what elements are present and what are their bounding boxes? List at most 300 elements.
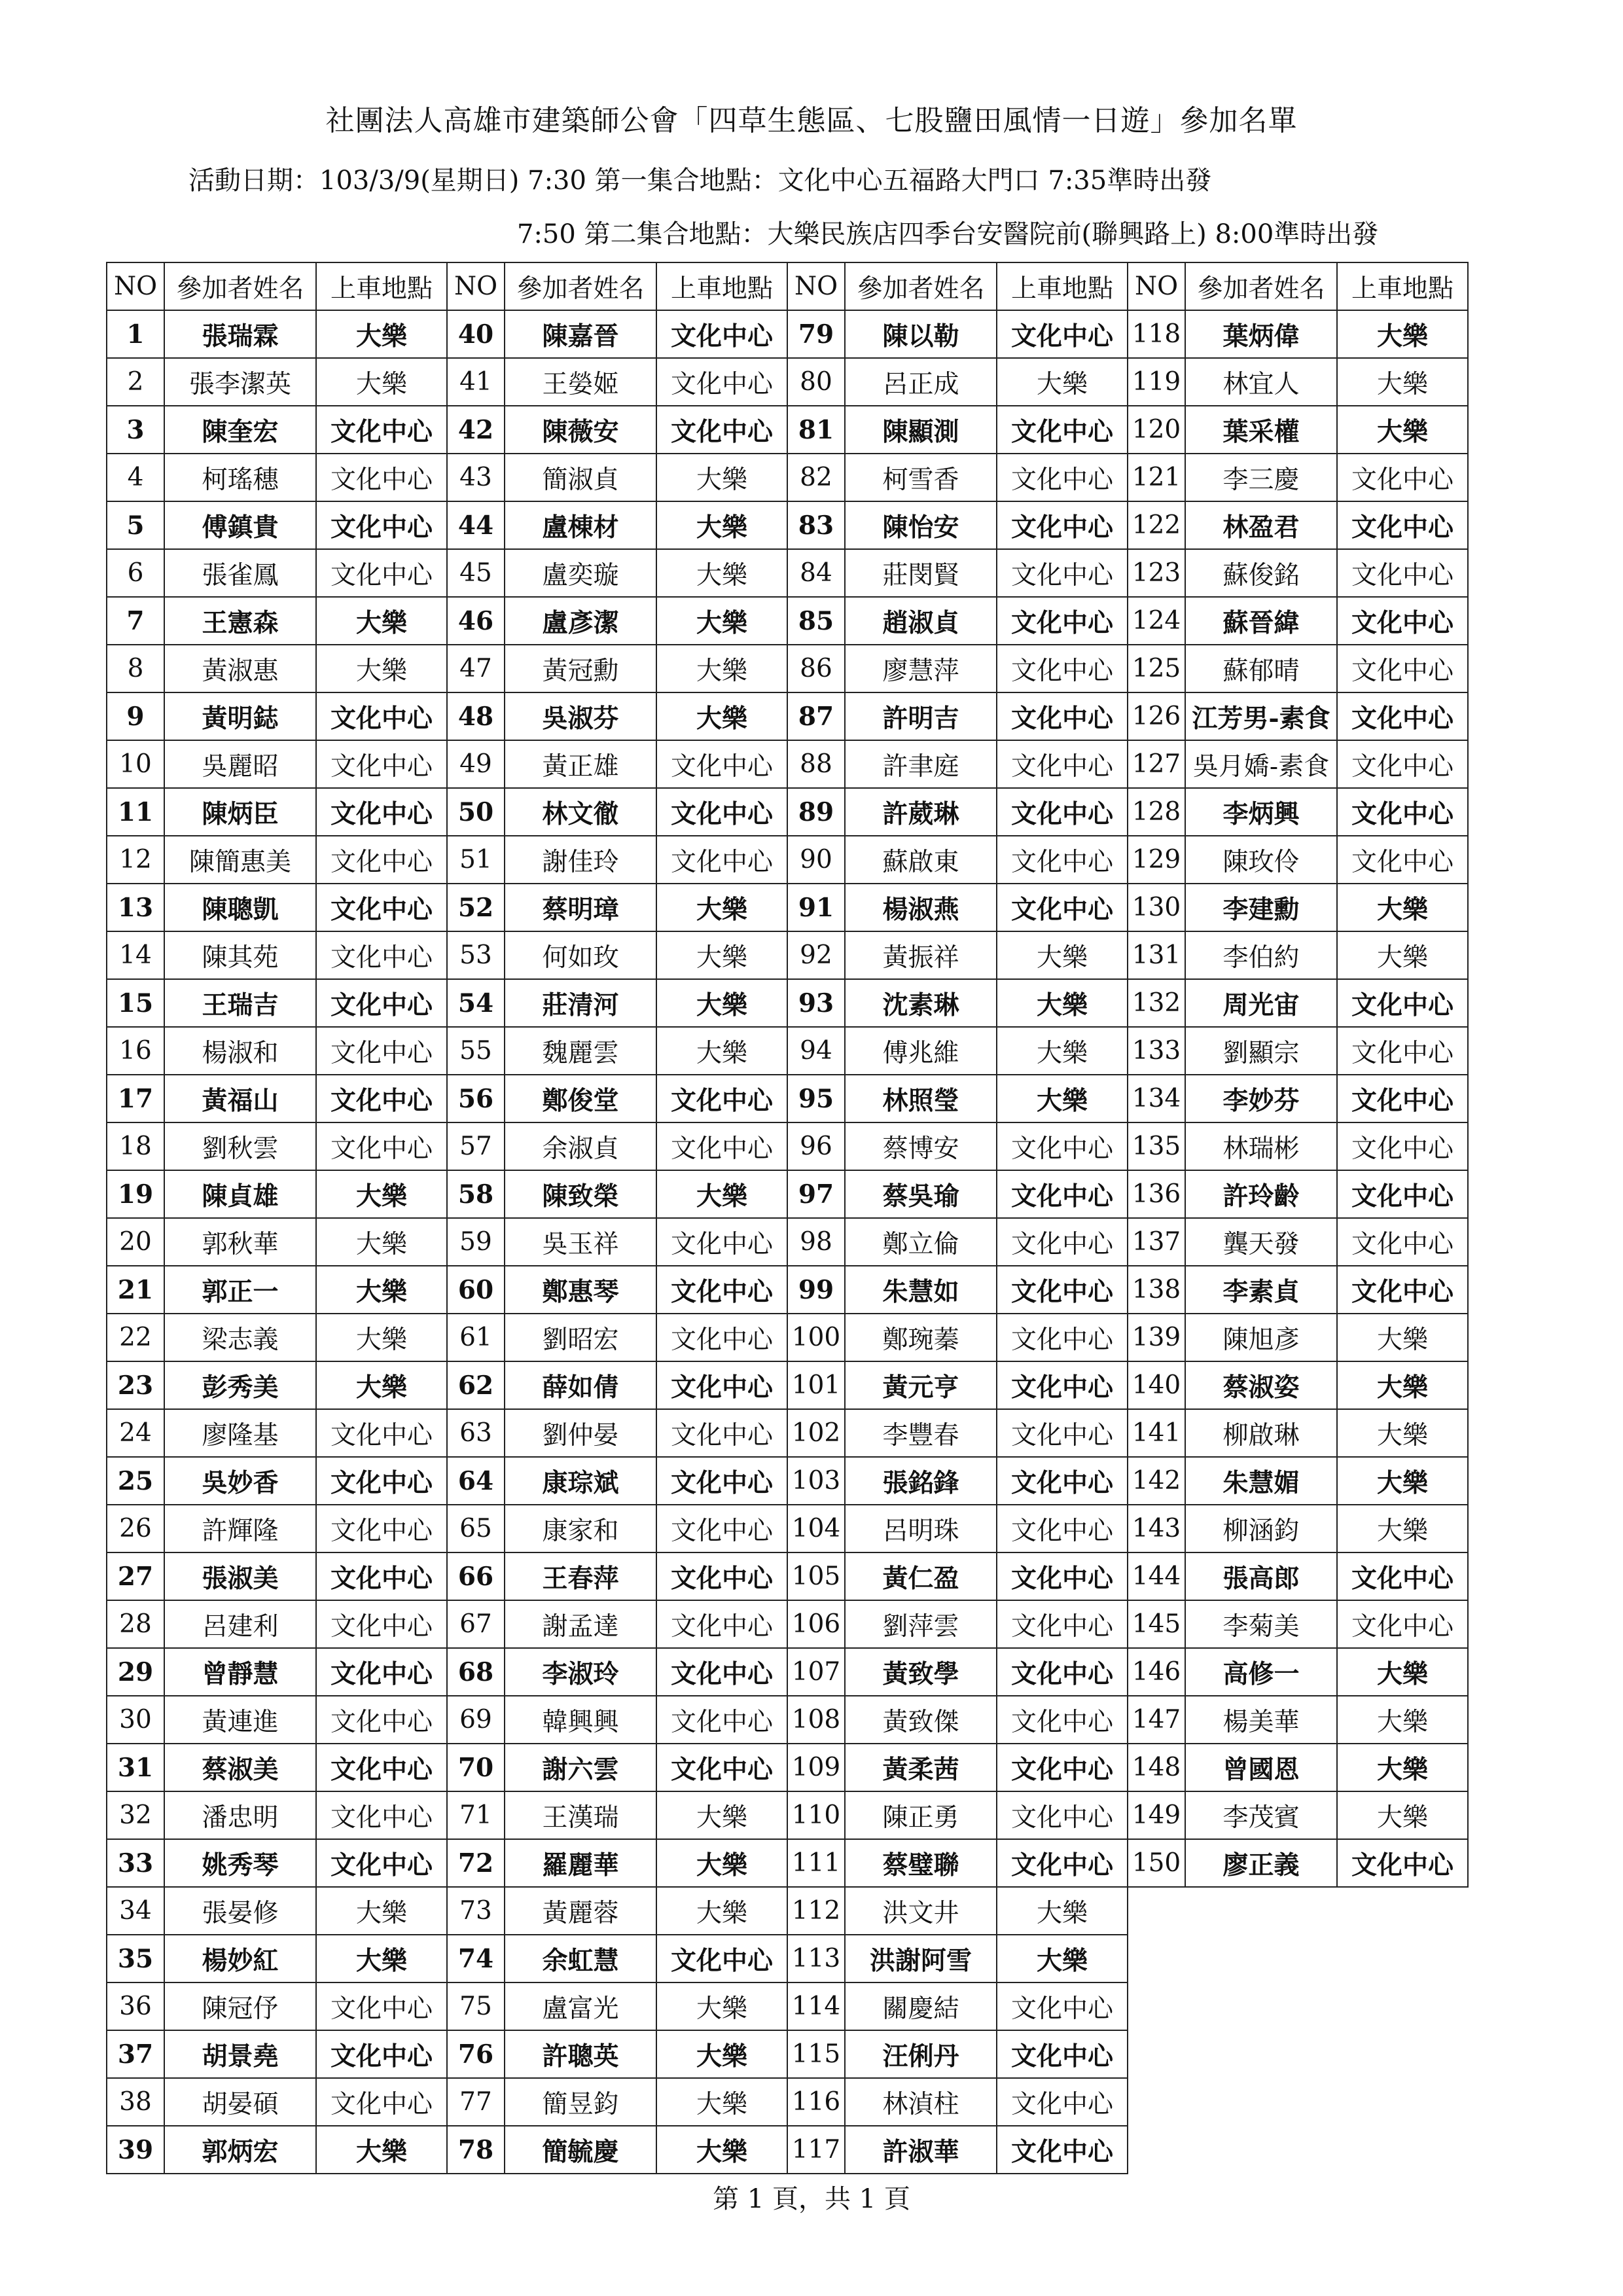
boarding-location: 大樂 [656, 2078, 787, 2126]
participant-no: 79 [787, 310, 845, 358]
participant-name: 余虹慧 [505, 1935, 656, 1982]
participant-name: 蘇啟東 [845, 836, 997, 884]
table-header-row [107, 262, 1468, 310]
boarding-location: 文化中心 [656, 1935, 787, 1982]
boarding-location: 文化中心 [316, 740, 447, 788]
boarding-location: 大樂 [1337, 1457, 1468, 1505]
boarding-location: 大樂 [997, 1027, 1128, 1075]
boarding-location: 大樂 [656, 549, 787, 597]
participant-no: 90 [787, 836, 845, 884]
boarding-location: 文化中心 [656, 1457, 787, 1505]
boarding-location: 文化中心 [656, 1314, 787, 1361]
participant-no: 100 [787, 1314, 845, 1361]
boarding-location: 大樂 [997, 931, 1128, 979]
boarding-location: 文化中心 [316, 1648, 447, 1696]
participant-name: 許明吉 [845, 692, 997, 740]
boarding-location: 文化中心 [316, 836, 447, 884]
boarding-location: 文化中心 [1337, 979, 1468, 1027]
participant-name: 胡景堯 [164, 2030, 316, 2078]
boarding-location: 大樂 [316, 1266, 447, 1314]
header-name: 參加者姓名 [505, 262, 656, 310]
participant-name: 陳以勒 [845, 310, 997, 358]
participant-no: 39 [107, 2126, 164, 2174]
participant-no: 17 [107, 1075, 164, 1122]
participant-no: 121 [1128, 454, 1185, 501]
table-row [107, 2126, 1468, 2174]
boarding-location: 文化中心 [997, 501, 1128, 549]
table-row [107, 1600, 1468, 1648]
participant-name: 蘇晉緯 [1185, 597, 1337, 645]
boarding-location: 大樂 [656, 2030, 787, 2078]
table-row [107, 549, 1468, 597]
header-name: 參加者姓名 [845, 262, 997, 310]
boarding-location: 文化中心 [1337, 1839, 1468, 1887]
boarding-location: 文化中心 [316, 692, 447, 740]
participant-name: 吳玉祥 [505, 1218, 656, 1266]
boarding-location: 文化中心 [1337, 454, 1468, 501]
empty-cell [1128, 2126, 1185, 2174]
header-name: 參加者姓名 [164, 262, 316, 310]
participant-name: 李炳興 [1185, 788, 1337, 836]
participant-no: 117 [787, 2126, 845, 2174]
participant-name: 盧奕璇 [505, 549, 656, 597]
boarding-location: 文化中心 [997, 310, 1128, 358]
participant-no: 12 [107, 836, 164, 884]
table-row [107, 645, 1468, 692]
boarding-location: 大樂 [997, 1887, 1128, 1935]
table-row [107, 454, 1468, 501]
participant-no: 144 [1128, 1552, 1185, 1600]
boarding-location: 大樂 [656, 931, 787, 979]
participant-no: 10 [107, 740, 164, 788]
participant-name: 關慶結 [845, 1982, 997, 2030]
table-row [107, 931, 1468, 979]
participant-name: 張李潔英 [164, 358, 316, 406]
participant-name: 吳麗昭 [164, 740, 316, 788]
participant-name: 薛如倩 [505, 1361, 656, 1409]
participant-name: 張晏修 [164, 1887, 316, 1935]
participant-name: 陳奎宏 [164, 406, 316, 454]
table-row [107, 597, 1468, 645]
boarding-location: 文化中心 [656, 1218, 787, 1266]
table-row [107, 1839, 1468, 1887]
participant-name: 廖慧萍 [845, 645, 997, 692]
participant-no: 61 [447, 1314, 505, 1361]
boarding-location: 大樂 [316, 1170, 447, 1218]
participant-name: 許輝隆 [164, 1505, 316, 1552]
participant-name: 張銘鋒 [845, 1457, 997, 1505]
boarding-location: 文化中心 [997, 1648, 1128, 1696]
participant-name: 黃致傑 [845, 1696, 997, 1744]
participant-no: 65 [447, 1505, 505, 1552]
header-no: NO [1128, 262, 1185, 310]
participant-name: 李建勳 [1185, 884, 1337, 931]
table-row [107, 1122, 1468, 1170]
boarding-location: 大樂 [316, 1887, 447, 1935]
participant-name: 盧彥潔 [505, 597, 656, 645]
boarding-location: 大樂 [316, 1218, 447, 1266]
participant-no: 118 [1128, 310, 1185, 358]
table-row [107, 1935, 1468, 1982]
boarding-location: 文化中心 [1337, 1027, 1468, 1075]
participant-no: 102 [787, 1409, 845, 1457]
participant-name: 梁志義 [164, 1314, 316, 1361]
participant-name: 陳炳臣 [164, 788, 316, 836]
participant-name: 陳顯測 [845, 406, 997, 454]
participant-name: 王春萍 [505, 1552, 656, 1600]
participant-name: 蔡淑姿 [1185, 1361, 1337, 1409]
participant-no: 98 [787, 1218, 845, 1266]
participant-no: 69 [447, 1696, 505, 1744]
boarding-location: 大樂 [1337, 310, 1468, 358]
participant-no: 24 [107, 1409, 164, 1457]
participant-no: 141 [1128, 1409, 1185, 1457]
boarding-location: 大樂 [1337, 1648, 1468, 1696]
participant-name: 洪謝阿雪 [845, 1935, 997, 1982]
participant-name: 鄭立倫 [845, 1218, 997, 1266]
boarding-location: 文化中心 [316, 1600, 447, 1648]
participant-name: 許玲齡 [1185, 1170, 1337, 1218]
header-no: NO [107, 262, 164, 310]
participant-no: 137 [1128, 1218, 1185, 1266]
participant-name: 李豐春 [845, 1409, 997, 1457]
table-row [107, 501, 1468, 549]
participant-no: 83 [787, 501, 845, 549]
participant-no: 70 [447, 1744, 505, 1791]
participant-name: 李妙芬 [1185, 1075, 1337, 1122]
participant-name: 蔡吳瑜 [845, 1170, 997, 1218]
participant-no: 122 [1128, 501, 1185, 549]
boarding-location: 文化中心 [997, 884, 1128, 931]
empty-cell [1337, 2078, 1468, 2126]
boarding-location: 大樂 [656, 884, 787, 931]
boarding-location: 大樂 [656, 645, 787, 692]
participant-no: 14 [107, 931, 164, 979]
participant-name: 王瑞吉 [164, 979, 316, 1027]
participant-no: 149 [1128, 1791, 1185, 1839]
participant-name: 簡淑貞 [505, 454, 656, 501]
table-row [107, 406, 1468, 454]
empty-cell [1185, 1935, 1337, 1982]
participant-no: 85 [787, 597, 845, 645]
participant-name: 陳聰凱 [164, 884, 316, 931]
participant-name: 高修一 [1185, 1648, 1337, 1696]
participant-name: 謝佳玲 [505, 836, 656, 884]
participant-table [106, 262, 1469, 2174]
boarding-location: 大樂 [316, 1935, 447, 1982]
table-row [107, 1218, 1468, 1266]
participant-name: 柯瑤穗 [164, 454, 316, 501]
participant-name: 陳簡惠美 [164, 836, 316, 884]
participant-no: 109 [787, 1744, 845, 1791]
participant-name: 劉顯宗 [1185, 1027, 1337, 1075]
participant-name: 陳怡安 [845, 501, 997, 549]
participant-no: 150 [1128, 1839, 1185, 1887]
participant-name: 洪文井 [845, 1887, 997, 1935]
participant-no: 99 [787, 1266, 845, 1314]
table-row [107, 1409, 1468, 1457]
boarding-location: 文化中心 [997, 1600, 1128, 1648]
participant-no: 48 [447, 692, 505, 740]
participant-no: 63 [447, 1409, 505, 1457]
participant-name: 李三慶 [1185, 454, 1337, 501]
participant-no: 5 [107, 501, 164, 549]
participant-name: 莊清河 [505, 979, 656, 1027]
empty-cell [1337, 2126, 1468, 2174]
participant-name: 黃振祥 [845, 931, 997, 979]
participant-no: 46 [447, 597, 505, 645]
table-row [107, 1266, 1468, 1314]
page-title: 社團法人高雄市建築師公會「四草生態區、七股鹽田風情一日遊」參加名單 [325, 104, 1298, 137]
empty-cell [1128, 2078, 1185, 2126]
participant-no: 53 [447, 931, 505, 979]
participant-no: 89 [787, 788, 845, 836]
participant-no: 45 [447, 549, 505, 597]
participant-name: 張高郎 [1185, 1552, 1337, 1600]
participant-name: 許聿庭 [845, 740, 997, 788]
participant-no: 64 [447, 1457, 505, 1505]
boarding-location: 文化中心 [997, 1791, 1128, 1839]
boarding-location: 文化中心 [1337, 836, 1468, 884]
participant-name: 姚秀琴 [164, 1839, 316, 1887]
participant-no: 42 [447, 406, 505, 454]
boarding-location: 文化中心 [656, 836, 787, 884]
participant-no: 47 [447, 645, 505, 692]
boarding-location: 大樂 [656, 1791, 787, 1839]
boarding-location: 大樂 [316, 1361, 447, 1409]
participant-name: 陳薇安 [505, 406, 656, 454]
participant-no: 75 [447, 1982, 505, 2030]
boarding-location: 文化中心 [656, 1696, 787, 1744]
empty-cell [1185, 1982, 1337, 2030]
boarding-location: 文化中心 [1337, 549, 1468, 597]
participant-no: 32 [107, 1791, 164, 1839]
participant-no: 146 [1128, 1648, 1185, 1696]
boarding-location: 文化中心 [656, 406, 787, 454]
participant-no: 123 [1128, 549, 1185, 597]
boarding-location: 文化中心 [997, 1982, 1128, 2030]
participant-no: 41 [447, 358, 505, 406]
participant-no: 126 [1128, 692, 1185, 740]
participant-name: 張雀鳳 [164, 549, 316, 597]
participant-name: 蔡淑美 [164, 1744, 316, 1791]
participant-no: 9 [107, 692, 164, 740]
participant-name: 黃正雄 [505, 740, 656, 788]
participant-no: 38 [107, 2078, 164, 2126]
boarding-location: 大樂 [656, 2126, 787, 2174]
participant-no: 110 [787, 1791, 845, 1839]
boarding-location: 文化中心 [656, 1075, 787, 1122]
boarding-location: 文化中心 [656, 1122, 787, 1170]
participant-no: 33 [107, 1839, 164, 1887]
participant-name: 王嫈姬 [505, 358, 656, 406]
participant-no: 93 [787, 979, 845, 1027]
participant-name: 郭正一 [164, 1266, 316, 1314]
table-row [107, 1457, 1468, 1505]
boarding-location: 文化中心 [316, 1075, 447, 1122]
participant-no: 77 [447, 2078, 505, 2126]
empty-cell [1185, 1887, 1337, 1935]
header-no: NO [787, 262, 845, 310]
participant-name: 黃明鋕 [164, 692, 316, 740]
boarding-location: 文化中心 [997, 836, 1128, 884]
header-name: 參加者姓名 [1185, 262, 1337, 310]
empty-cell [1128, 1887, 1185, 1935]
table-row [107, 1027, 1468, 1075]
table-row [107, 1696, 1468, 1744]
participant-no: 130 [1128, 884, 1185, 931]
participant-name: 陳玫伶 [1185, 836, 1337, 884]
boarding-location: 大樂 [656, 1887, 787, 1935]
boarding-location: 文化中心 [656, 1648, 787, 1696]
participant-no: 27 [107, 1552, 164, 1600]
participant-no: 20 [107, 1218, 164, 1266]
boarding-location: 大樂 [1337, 884, 1468, 931]
boarding-location: 文化中心 [316, 1505, 447, 1552]
participant-name: 楊淑和 [164, 1027, 316, 1075]
boarding-location: 文化中心 [316, 1457, 447, 1505]
participant-no: 67 [447, 1600, 505, 1648]
participant-name: 盧棟材 [505, 501, 656, 549]
participant-name: 鄭惠琴 [505, 1266, 656, 1314]
boarding-location: 文化中心 [316, 884, 447, 931]
boarding-location: 大樂 [656, 1982, 787, 2030]
participant-name: 陳嘉晉 [505, 310, 656, 358]
participant-no: 134 [1128, 1075, 1185, 1122]
participant-name: 趙淑貞 [845, 597, 997, 645]
boarding-location: 文化中心 [997, 645, 1128, 692]
participant-no: 139 [1128, 1314, 1185, 1361]
participant-name: 劉昭宏 [505, 1314, 656, 1361]
participant-name: 劉秋雲 [164, 1122, 316, 1170]
participant-no: 43 [447, 454, 505, 501]
participant-no: 97 [787, 1170, 845, 1218]
table-row [107, 1648, 1468, 1696]
participant-name: 沈素琳 [845, 979, 997, 1027]
boarding-location: 文化中心 [1337, 1075, 1468, 1122]
table-row [107, 1982, 1468, 2030]
participant-no: 108 [787, 1696, 845, 1744]
participant-no: 113 [787, 1935, 845, 1982]
participant-no: 81 [787, 406, 845, 454]
boarding-location: 文化中心 [316, 1982, 447, 2030]
table-row [107, 1170, 1468, 1218]
boarding-location: 文化中心 [656, 358, 787, 406]
participant-no: 73 [447, 1887, 505, 1935]
participant-no: 92 [787, 931, 845, 979]
participant-no: 111 [787, 1839, 845, 1887]
boarding-location: 文化中心 [656, 788, 787, 836]
participant-name: 王憲森 [164, 597, 316, 645]
header-location: 上車地點 [656, 262, 787, 310]
participant-no: 112 [787, 1887, 845, 1935]
participant-no: 74 [447, 1935, 505, 1982]
participant-name: 柳涵鈞 [1185, 1505, 1337, 1552]
boarding-location: 文化中心 [316, 501, 447, 549]
participant-name: 黃福山 [164, 1075, 316, 1122]
table-row [107, 2078, 1468, 2126]
participant-name: 謝孟達 [505, 1600, 656, 1648]
participant-no: 143 [1128, 1505, 1185, 1552]
participant-name: 葉采權 [1185, 406, 1337, 454]
boarding-location: 大樂 [316, 358, 447, 406]
participant-name: 蘇郁晴 [1185, 645, 1337, 692]
participant-name: 黃冠勳 [505, 645, 656, 692]
participant-no: 25 [107, 1457, 164, 1505]
participant-no: 107 [787, 1648, 845, 1696]
participant-name: 楊淑燕 [845, 884, 997, 931]
boarding-location: 文化中心 [997, 740, 1128, 788]
participant-no: 2 [107, 358, 164, 406]
boarding-location: 文化中心 [997, 788, 1128, 836]
participant-name: 郭秋華 [164, 1218, 316, 1266]
participant-name: 鄭俊堂 [505, 1075, 656, 1122]
participant-no: 68 [447, 1648, 505, 1696]
participant-name: 李伯約 [1185, 931, 1337, 979]
boarding-location: 文化中心 [316, 2078, 447, 2126]
participant-no: 6 [107, 549, 164, 597]
boarding-location: 文化中心 [1337, 788, 1468, 836]
boarding-location: 文化中心 [316, 979, 447, 1027]
participant-no: 56 [447, 1075, 505, 1122]
participant-no: 72 [447, 1839, 505, 1887]
participant-no: 129 [1128, 836, 1185, 884]
boarding-location: 文化中心 [997, 1744, 1128, 1791]
participant-name: 余淑貞 [505, 1122, 656, 1170]
participant-name: 楊妙紅 [164, 1935, 316, 1982]
boarding-location: 文化中心 [997, 1839, 1128, 1887]
boarding-location: 文化中心 [1337, 692, 1468, 740]
participant-name: 黃淑惠 [164, 645, 316, 692]
empty-cell [1128, 1935, 1185, 1982]
boarding-location: 文化中心 [997, 1505, 1128, 1552]
boarding-location: 大樂 [1337, 358, 1468, 406]
participant-no: 29 [107, 1648, 164, 1696]
participant-name: 李淑玲 [505, 1648, 656, 1696]
boarding-location: 大樂 [656, 979, 787, 1027]
participant-name: 黃仁盈 [845, 1552, 997, 1600]
boarding-location: 文化中心 [997, 2126, 1128, 2174]
participant-no: 88 [787, 740, 845, 788]
participant-name: 莊閔賢 [845, 549, 997, 597]
table-row [107, 1791, 1468, 1839]
participant-name: 廖隆基 [164, 1409, 316, 1457]
participant-name: 江芳男-素食 [1185, 692, 1337, 740]
empty-cell [1337, 1935, 1468, 1982]
participant-name: 郭炳宏 [164, 2126, 316, 2174]
boarding-location: 文化中心 [316, 1839, 447, 1887]
participant-name: 朱慧如 [845, 1266, 997, 1314]
boarding-location: 大樂 [656, 454, 787, 501]
participant-name: 葉炳偉 [1185, 310, 1337, 358]
boarding-location: 文化中心 [997, 406, 1128, 454]
participant-no: 62 [447, 1361, 505, 1409]
boarding-location: 大樂 [1337, 1314, 1468, 1361]
boarding-location: 大樂 [656, 1170, 787, 1218]
participant-no: 21 [107, 1266, 164, 1314]
participant-name: 張淑美 [164, 1552, 316, 1600]
participant-no: 36 [107, 1982, 164, 2030]
table-row [107, 884, 1468, 931]
boarding-location: 文化中心 [316, 1696, 447, 1744]
boarding-location: 文化中心 [997, 1122, 1128, 1170]
participant-no: 4 [107, 454, 164, 501]
boarding-location: 文化中心 [316, 454, 447, 501]
participant-no: 59 [447, 1218, 505, 1266]
participant-name: 陳其苑 [164, 931, 316, 979]
participant-no: 95 [787, 1075, 845, 1122]
participant-no: 60 [447, 1266, 505, 1314]
